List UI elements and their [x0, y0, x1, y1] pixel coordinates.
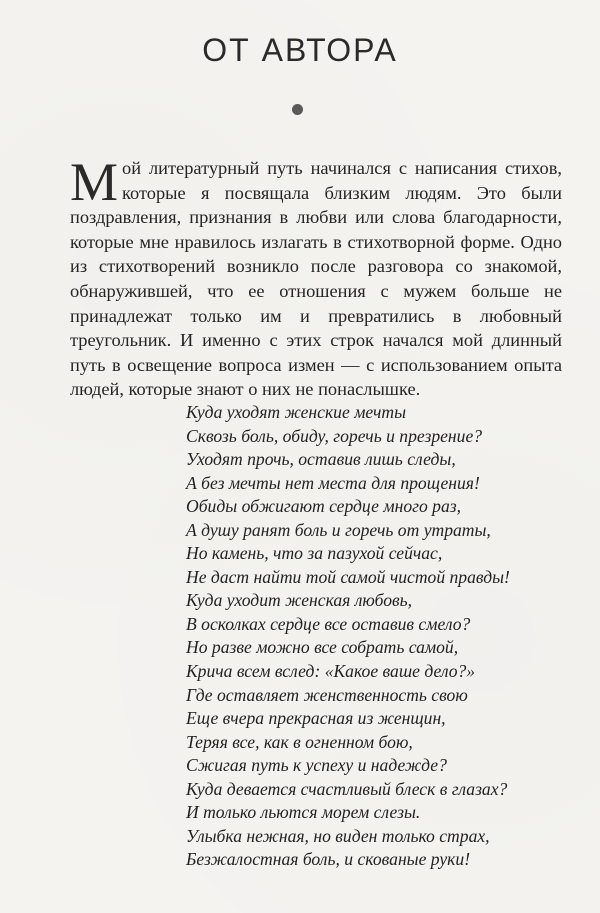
poem-line: Куда уходит женская любовь,: [186, 590, 413, 611]
poem-line: Еще вчера прекрасная из женщин,: [186, 708, 446, 729]
poem-line: Сквозь боль, обиду, горечь и презрение?: [186, 425, 483, 446]
poem-line: Безжалостная боль, и скованые руки!: [186, 849, 471, 870]
poem-line: А душу ранят боль и горечь от утраты,: [186, 519, 491, 540]
poem-line: Теряя все, как в огненном бою,: [186, 731, 413, 752]
poem-line: И только льются морем слезы.: [186, 802, 421, 823]
poem-line: Уходят прочь, оставив лишь следы,: [186, 449, 456, 470]
poem: [186, 401, 566, 872]
poem-line: Куда уходят женские мечты: [186, 402, 407, 422]
drop-cap-letter: М: [70, 152, 119, 212]
poem-line: Сжигая путь к успеху и надежде?: [186, 755, 447, 776]
intro-paragraph: [70, 152, 562, 402]
poem-line: Улыбка нежная, но виден только страх,: [186, 825, 490, 846]
intro-text: ой литературный путь начинался с написания стихов, которые я посвящала близким людям. Это были поздравления, признания в любви или слова благодарности, которые мне нравилось излагать в стихотворной форме. Одно из стихотворений возникло после разговора со знакомой, обнаружившей, что ее отношения с мужем больше не принадлежат только им и превратились в любовный треугольник. И именно с этих строк начался мой длинный путь в освещение вопроса измен — с использованием опыта людей, которые знают о них не понаслышке.: [70, 158, 562, 400]
poem-line: Не даст найти той самой чистой правды!: [186, 566, 510, 587]
poem-line: Куда девается счастливый блеск в глазах?: [186, 778, 508, 799]
ornament-dot: [292, 104, 303, 115]
chapter-title: ОТ АВТОРА: [202, 32, 398, 68]
poem-line: А без мечты нет места для прощения!: [186, 472, 480, 493]
poem-line: Но разве можно все собрать самой,: [186, 637, 459, 658]
poem-line: В осколках сердце все оставив смело?: [186, 613, 471, 634]
poem-line: Обиды обжигают сердце много раз,: [186, 496, 462, 517]
poem-line: Где оставляет женственность свою: [186, 684, 468, 705]
poem-line: Крича всем вслед: «Какое ваше дело?»: [186, 661, 476, 682]
poem-line: Но камень, что за пазухой сейчас,: [186, 543, 443, 564]
